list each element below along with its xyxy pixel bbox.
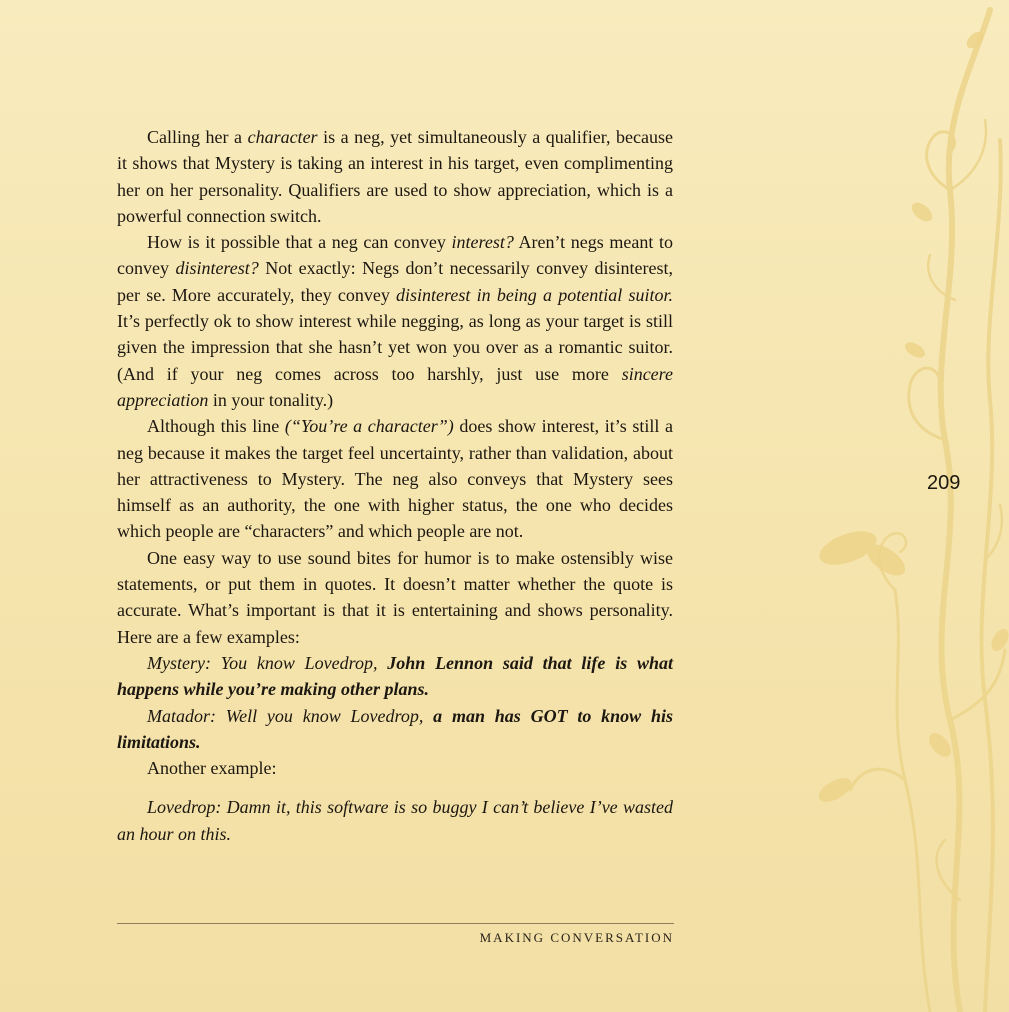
bold-italic-text: John Lennon said that life is what happens while you’re making other plans. [117, 652, 673, 700]
text-run: It’s perfectly ok to show interest while negging, as long as your target is still given the impression that she hasn’t yet won you over as a romantic suitor. (And if your neg comes across too harshly, just use more [117, 311, 673, 384]
text-run: Calling her a [147, 127, 248, 147]
italic-text: sincere appreciation [117, 363, 673, 410]
text-run: Aren’t negs meant to convey [117, 232, 674, 279]
paragraph: Another example: [147, 758, 277, 779]
paragraph [117, 229, 673, 413]
text-run: does show interest, it’s still a neg because it makes the target feel uncertainty, rather than validation, about her attractiveness to Mystery. The neg also conveys that Mystery sees himself as an authority, the one with higher status, the one who decides which people are “characters” and which people are not. [117, 416, 674, 542]
quote-example [117, 650, 673, 703]
italic-text: (“You’re a character”) [284, 416, 454, 437]
footer-rule [117, 923, 674, 924]
italic-text: character [247, 127, 318, 147]
italic-text: Mystery: You know Lovedrop, [147, 652, 388, 673]
paragraph [117, 413, 673, 544]
text-run: in your tonality.) [208, 389, 334, 410]
italic-text: interest? [451, 232, 514, 253]
paragraph [117, 124, 673, 229]
italic-text: disinterest? [175, 258, 259, 279]
italic-text: Matador: Well you know Lovedrop, [147, 705, 434, 726]
quote-example: Lovedrop: Damn it, this software is so buggy I can’t believe I’ve wasted an hour on this. [117, 797, 673, 844]
page-number: 209 [927, 472, 961, 494]
body-text [117, 124, 673, 847]
text-run: is a neg, yet simultaneously a qualifier, because it shows that Mystery is taking an interest in his target, even complimenting her on her personality. Qualifiers are used to show appreciation, which is a powerful connection switch. [117, 127, 673, 226]
bold-italic-text: a man has GOT to know his limitations. [117, 705, 673, 752]
running-footer: MAKING CONVERSATION [479, 930, 674, 945]
text-run: Not exactly: Negs don’t necessarily convey disinterest, per se. More accurately, they convey [117, 258, 674, 305]
quote-example [117, 703, 673, 756]
italic-text: disinterest in being a potential suitor. [396, 284, 673, 305]
text-run: Although this line [147, 416, 285, 437]
text-run: How is it possible that a neg can convey [147, 232, 452, 253]
paragraph: One easy way to use sound bites for humor is to make ostensibly wise statements, or put them in quotes. It doesn’t matter whether the quote is accurate. What’s important is that it is entertaining and shows personality. Here are a few examples: [117, 547, 673, 647]
